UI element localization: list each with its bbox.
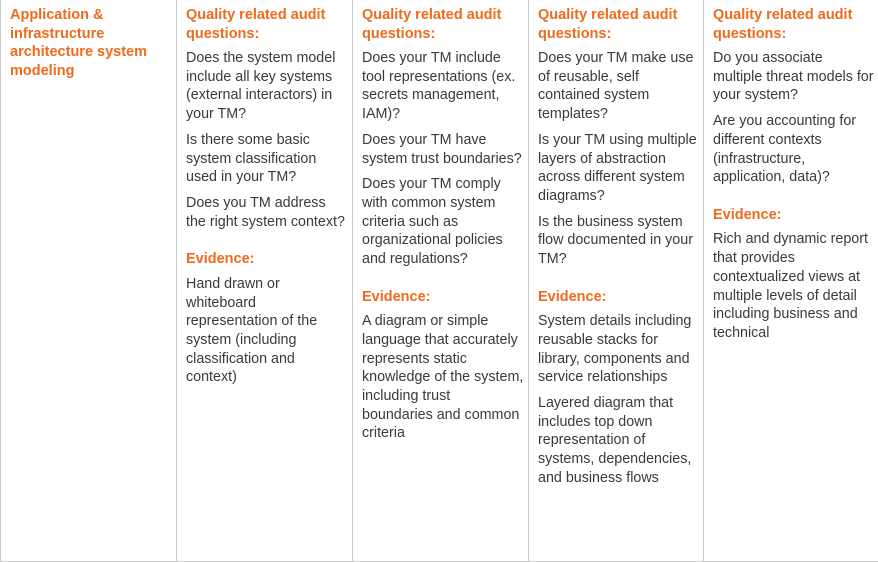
column-heading: Quality related audit questions: (186, 7, 326, 42)
column-heading: Quality related audit questions: (713, 7, 853, 42)
column-heading: Quality related audit questions: (538, 7, 678, 42)
evidence-heading: Evidence: (362, 288, 431, 305)
row-title-cell (0, 0, 176, 562)
evidence-heading: Evidence: (538, 288, 607, 305)
column-heading: Quality related audit questions: (362, 7, 502, 42)
question: Does your TM have system trust boundaries? (362, 131, 522, 167)
evidence-text: Rich and dynamic report that provides contextualized views at multiple levels of detail including business and technical (713, 231, 868, 341)
question: Is there some basic system classification used in your TM? (186, 131, 317, 186)
evidence-text: System details including reusable stacks for library, components and service relationships (538, 313, 692, 386)
evidence-text: A diagram or simple language that accurately represents static knowledge of the system, including trust boundaries and common criteria (362, 313, 524, 442)
column-level-3 (528, 0, 703, 562)
column-level-2 (352, 0, 528, 562)
evidence-text: Layered diagram that includes top down representation of systems, dependencies, and business flows (538, 395, 692, 486)
question: Is the business system flow documented in your TM? (538, 213, 693, 268)
row-title: Application & infrastructure architecture system modeling (10, 7, 148, 79)
evidence-text: Hand drawn or whiteboard representation of the system (including classification and context) (186, 275, 318, 386)
question: Are you accounting for different contexts (infrastructure, application, data)? (713, 113, 857, 186)
question: Does your TM comply with common system criteria such as organizational policies and regulations? (362, 176, 503, 268)
question: Does you TM address the right system context? (186, 194, 345, 230)
evidence-heading: Evidence: (713, 206, 782, 223)
evidence-heading: Evidence: (186, 251, 255, 268)
question: Does your TM include tool representations (ex. secrets management, IAM)? (362, 50, 516, 123)
question: Is your TM using multiple layers of abstraction across different system diagrams? (538, 131, 697, 204)
question: Do you associate multiple threat models for your system? (713, 50, 874, 104)
question: Does your TM make use of reusable, self contained system templates? (538, 50, 694, 123)
column-level-4 (703, 0, 878, 562)
column-level-1 (176, 0, 352, 562)
question: Does the system model include all key systems (external interactors) in your TM? (186, 50, 336, 123)
